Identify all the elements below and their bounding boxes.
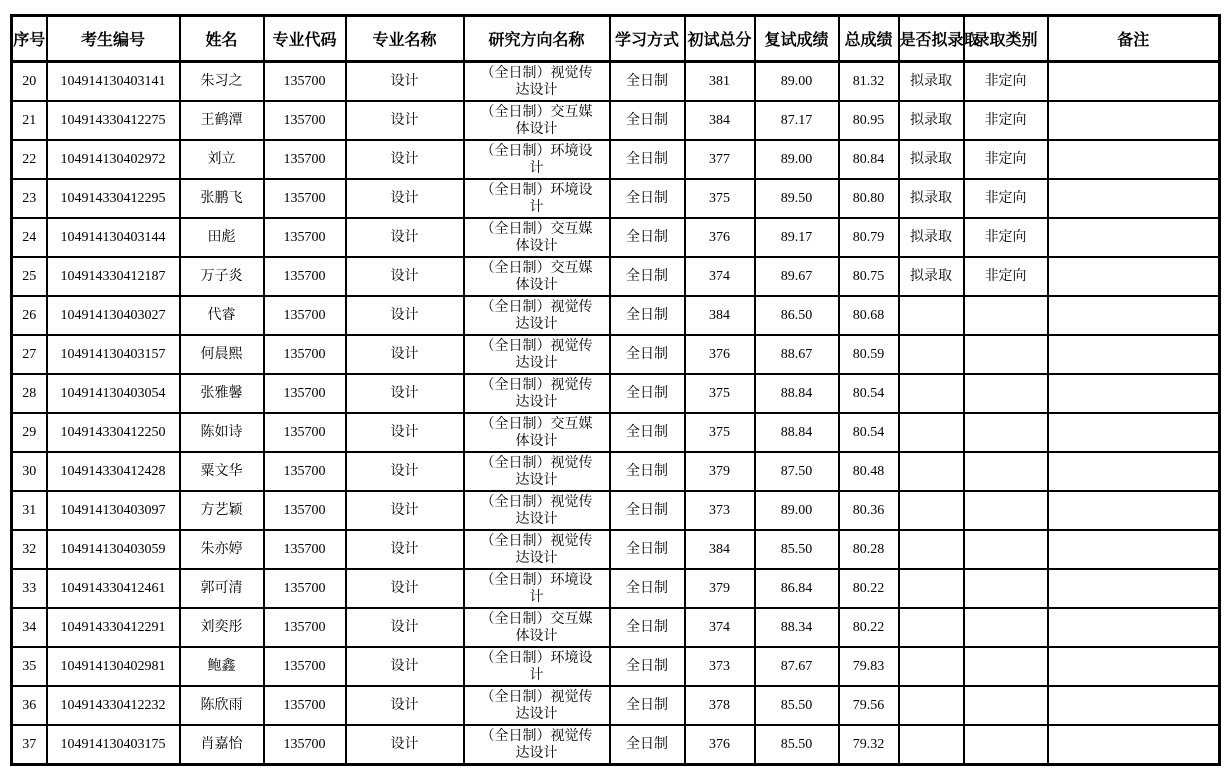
cell-admission_category	[964, 413, 1048, 452]
cell-name: 张鹏飞	[180, 179, 264, 218]
cell-total_score: 80.95	[839, 101, 899, 140]
cell-candidate_id: 104914130403175	[47, 725, 180, 765]
cell-index: 34	[12, 608, 47, 647]
cell-index: 28	[12, 374, 47, 413]
cell-total_score: 80.59	[839, 335, 899, 374]
cell-research_direction: （全日制）交互媒体设计	[464, 257, 610, 296]
cell-remarks	[1048, 374, 1220, 413]
cell-remarks	[1048, 452, 1220, 491]
cell-major_name: 设计	[346, 62, 464, 102]
cell-retest_score: 89.17	[755, 218, 839, 257]
table-row	[12, 140, 1220, 179]
cell-study_mode: 全日制	[610, 335, 685, 374]
cell-admission_category	[964, 296, 1048, 335]
cell-candidate_id: 104914130403144	[47, 218, 180, 257]
cell-admission_status	[899, 335, 964, 374]
cell-admission_category	[964, 452, 1048, 491]
cell-total_score: 79.56	[839, 686, 899, 725]
cell-initial_score: 375	[685, 413, 755, 452]
cell-total_score: 80.68	[839, 296, 899, 335]
cell-admission_category	[964, 686, 1048, 725]
cell-retest_score: 86.84	[755, 569, 839, 608]
cell-admission_status	[899, 296, 964, 335]
cell-name: 陈欣雨	[180, 686, 264, 725]
cell-admission_category	[964, 725, 1048, 765]
cell-retest_score: 88.84	[755, 413, 839, 452]
table-row	[12, 218, 1220, 257]
cell-research_direction: （全日制）交互媒体设计	[464, 218, 610, 257]
cell-name: 田彪	[180, 218, 264, 257]
cell-total_score: 79.32	[839, 725, 899, 765]
cell-major_name: 设计	[346, 608, 464, 647]
cell-admission_status: 拟录取	[899, 179, 964, 218]
cell-remarks	[1048, 725, 1220, 765]
cell-index: 24	[12, 218, 47, 257]
cell-research_direction: （全日制）视觉传达设计	[464, 452, 610, 491]
cell-index: 31	[12, 491, 47, 530]
cell-remarks	[1048, 608, 1220, 647]
cell-research_direction: （全日制）视觉传达设计	[464, 296, 610, 335]
cell-major_name: 设计	[346, 257, 464, 296]
cell-initial_score: 384	[685, 530, 755, 569]
cell-total_score: 80.80	[839, 179, 899, 218]
cell-remarks	[1048, 101, 1220, 140]
cell-total_score: 80.84	[839, 140, 899, 179]
cell-research_direction: （全日制）交互媒体设计	[464, 101, 610, 140]
cell-candidate_id: 104914330412295	[47, 179, 180, 218]
column-header-name: 姓名	[180, 16, 264, 62]
table-row	[12, 452, 1220, 491]
cell-major_name: 设计	[346, 686, 464, 725]
cell-admission_category	[964, 569, 1048, 608]
cell-major_name: 设计	[346, 101, 464, 140]
cell-major_code: 135700	[264, 647, 346, 686]
cell-name: 陈如诗	[180, 413, 264, 452]
cell-admission_category: 非定向	[964, 218, 1048, 257]
table-row	[12, 101, 1220, 140]
cell-remarks	[1048, 140, 1220, 179]
cell-index: 35	[12, 647, 47, 686]
cell-major_code: 135700	[264, 608, 346, 647]
cell-major_code: 135700	[264, 296, 346, 335]
cell-index: 21	[12, 101, 47, 140]
cell-major_code: 135700	[264, 452, 346, 491]
cell-major_name: 设计	[346, 218, 464, 257]
cell-major_code: 135700	[264, 569, 346, 608]
cell-name: 郭可清	[180, 569, 264, 608]
cell-index: 37	[12, 725, 47, 765]
cell-candidate_id: 104914330412291	[47, 608, 180, 647]
cell-remarks	[1048, 491, 1220, 530]
cell-name: 方艺颖	[180, 491, 264, 530]
cell-candidate_id: 104914330412187	[47, 257, 180, 296]
table-row	[12, 491, 1220, 530]
table-row	[12, 296, 1220, 335]
cell-study_mode: 全日制	[610, 491, 685, 530]
cell-research_direction: （全日制）交互媒体设计	[464, 413, 610, 452]
cell-initial_score: 375	[685, 179, 755, 218]
cell-admission_status	[899, 452, 964, 491]
cell-study_mode: 全日制	[610, 608, 685, 647]
cell-name: 代睿	[180, 296, 264, 335]
cell-study_mode: 全日制	[610, 413, 685, 452]
cell-study_mode: 全日制	[610, 725, 685, 765]
cell-remarks	[1048, 296, 1220, 335]
cell-research_direction: （全日制）环境设计	[464, 647, 610, 686]
cell-admission_status: 拟录取	[899, 101, 964, 140]
cell-admission_status: 拟录取	[899, 257, 964, 296]
cell-initial_score: 376	[685, 725, 755, 765]
cell-remarks	[1048, 647, 1220, 686]
cell-major_code: 135700	[264, 335, 346, 374]
cell-study_mode: 全日制	[610, 569, 685, 608]
cell-study_mode: 全日制	[610, 179, 685, 218]
cell-candidate_id: 104914130403141	[47, 62, 180, 102]
cell-candidate_id: 104914130403027	[47, 296, 180, 335]
cell-initial_score: 376	[685, 335, 755, 374]
cell-name: 肖嘉怡	[180, 725, 264, 765]
cell-remarks	[1048, 686, 1220, 725]
cell-study_mode: 全日制	[610, 140, 685, 179]
cell-candidate_id: 104914130402972	[47, 140, 180, 179]
cell-total_score: 80.48	[839, 452, 899, 491]
cell-major_name: 设计	[346, 413, 464, 452]
cell-retest_score: 88.84	[755, 374, 839, 413]
cell-study_mode: 全日制	[610, 374, 685, 413]
cell-admission_category	[964, 608, 1048, 647]
cell-major_code: 135700	[264, 140, 346, 179]
cell-major_code: 135700	[264, 530, 346, 569]
cell-study_mode: 全日制	[610, 218, 685, 257]
cell-study_mode: 全日制	[610, 257, 685, 296]
cell-admission_category	[964, 335, 1048, 374]
cell-admission_category: 非定向	[964, 101, 1048, 140]
cell-admission_status: 拟录取	[899, 140, 964, 179]
cell-candidate_id: 104914330412275	[47, 101, 180, 140]
column-header-admission-category: 录取类别	[964, 16, 1048, 62]
cell-admission_status	[899, 530, 964, 569]
column-header-remarks: 备注	[1048, 16, 1220, 62]
cell-index: 25	[12, 257, 47, 296]
cell-major_code: 135700	[264, 101, 346, 140]
cell-total_score: 80.75	[839, 257, 899, 296]
cell-name: 万子炎	[180, 257, 264, 296]
table-row	[12, 569, 1220, 608]
cell-retest_score: 89.00	[755, 62, 839, 102]
cell-index: 20	[12, 62, 47, 102]
cell-retest_score: 89.50	[755, 179, 839, 218]
table-row	[12, 179, 1220, 218]
cell-research_direction: （全日制）环境设计	[464, 179, 610, 218]
cell-name: 何晨熙	[180, 335, 264, 374]
cell-initial_score: 379	[685, 452, 755, 491]
table-row	[12, 530, 1220, 569]
cell-candidate_id: 104914330412428	[47, 452, 180, 491]
cell-remarks	[1048, 179, 1220, 218]
cell-name: 张雅馨	[180, 374, 264, 413]
table-row	[12, 62, 1220, 102]
admission-list-sheet	[10, 14, 1221, 766]
cell-study_mode: 全日制	[610, 647, 685, 686]
cell-retest_score: 88.34	[755, 608, 839, 647]
cell-retest_score: 89.00	[755, 491, 839, 530]
cell-major_code: 135700	[264, 62, 346, 102]
cell-initial_score: 377	[685, 140, 755, 179]
column-header-retest-score: 复试成绩	[755, 16, 839, 62]
cell-remarks	[1048, 257, 1220, 296]
cell-initial_score: 373	[685, 491, 755, 530]
column-header-major-code: 专业代码	[264, 16, 346, 62]
column-header-index: 序号	[12, 16, 47, 62]
cell-major_code: 135700	[264, 218, 346, 257]
cell-total_score: 80.79	[839, 218, 899, 257]
cell-name: 刘奕彤	[180, 608, 264, 647]
cell-remarks	[1048, 530, 1220, 569]
cell-research_direction: （全日制）视觉传达设计	[464, 62, 610, 102]
cell-candidate_id: 104914130403097	[47, 491, 180, 530]
cell-remarks	[1048, 413, 1220, 452]
cell-research_direction: （全日制）视觉传达设计	[464, 725, 610, 765]
cell-initial_score: 374	[685, 257, 755, 296]
cell-initial_score: 379	[685, 569, 755, 608]
table-row	[12, 335, 1220, 374]
column-header-major-name: 专业名称	[346, 16, 464, 62]
cell-admission_category	[964, 374, 1048, 413]
cell-initial_score: 378	[685, 686, 755, 725]
cell-major_code: 135700	[264, 413, 346, 452]
cell-admission_status	[899, 374, 964, 413]
table-row	[12, 257, 1220, 296]
cell-study_mode: 全日制	[610, 686, 685, 725]
cell-initial_score: 384	[685, 296, 755, 335]
cell-research_direction: （全日制）视觉传达设计	[464, 491, 610, 530]
cell-research_direction: （全日制）视觉传达设计	[464, 335, 610, 374]
cell-study_mode: 全日制	[610, 452, 685, 491]
cell-remarks	[1048, 335, 1220, 374]
cell-admission_status	[899, 686, 964, 725]
cell-major_code: 135700	[264, 257, 346, 296]
cell-retest_score: 88.67	[755, 335, 839, 374]
cell-major_code: 135700	[264, 491, 346, 530]
column-header-initial-score: 初试总分	[685, 16, 755, 62]
cell-major_code: 135700	[264, 374, 346, 413]
cell-index: 22	[12, 140, 47, 179]
table-row	[12, 686, 1220, 725]
cell-major_name: 设计	[346, 647, 464, 686]
cell-major_name: 设计	[346, 491, 464, 530]
cell-study_mode: 全日制	[610, 530, 685, 569]
cell-admission_status: 拟录取	[899, 218, 964, 257]
cell-admission_category	[964, 491, 1048, 530]
cell-remarks	[1048, 569, 1220, 608]
cell-retest_score: 87.50	[755, 452, 839, 491]
cell-remarks	[1048, 218, 1220, 257]
cell-total_score: 80.28	[839, 530, 899, 569]
cell-admission_category	[964, 530, 1048, 569]
cell-research_direction: （全日制）视觉传达设计	[464, 686, 610, 725]
cell-major_name: 设计	[346, 335, 464, 374]
cell-index: 29	[12, 413, 47, 452]
cell-admission_status: 拟录取	[899, 62, 964, 102]
cell-index: 32	[12, 530, 47, 569]
cell-study_mode: 全日制	[610, 296, 685, 335]
table-header	[12, 16, 1220, 62]
cell-study_mode: 全日制	[610, 62, 685, 102]
admission-table	[10, 14, 1221, 766]
cell-initial_score: 381	[685, 62, 755, 102]
cell-name: 粟文华	[180, 452, 264, 491]
cell-admission_status	[899, 647, 964, 686]
cell-index: 27	[12, 335, 47, 374]
cell-major_name: 设计	[346, 296, 464, 335]
cell-index: 36	[12, 686, 47, 725]
cell-retest_score: 85.50	[755, 530, 839, 569]
cell-study_mode: 全日制	[610, 101, 685, 140]
cell-admission_status	[899, 491, 964, 530]
cell-candidate_id: 104914130403054	[47, 374, 180, 413]
table-row	[12, 608, 1220, 647]
cell-total_score: 80.22	[839, 569, 899, 608]
cell-major_code: 135700	[264, 179, 346, 218]
cell-total_score: 80.54	[839, 374, 899, 413]
cell-research_direction: （全日制）环境设计	[464, 569, 610, 608]
cell-index: 23	[12, 179, 47, 218]
cell-remarks	[1048, 62, 1220, 102]
cell-name: 鲍鑫	[180, 647, 264, 686]
cell-total_score: 80.36	[839, 491, 899, 530]
cell-candidate_id: 104914130403059	[47, 530, 180, 569]
cell-major_name: 设计	[346, 530, 464, 569]
cell-initial_score: 376	[685, 218, 755, 257]
cell-major_code: 135700	[264, 686, 346, 725]
cell-initial_score: 375	[685, 374, 755, 413]
cell-retest_score: 87.17	[755, 101, 839, 140]
cell-initial_score: 384	[685, 101, 755, 140]
cell-total_score: 80.22	[839, 608, 899, 647]
cell-initial_score: 373	[685, 647, 755, 686]
cell-admission_status	[899, 569, 964, 608]
cell-name: 王鹤潭	[180, 101, 264, 140]
cell-index: 33	[12, 569, 47, 608]
cell-index: 26	[12, 296, 47, 335]
table-row	[12, 725, 1220, 765]
header-row	[12, 16, 1220, 62]
cell-admission_status	[899, 608, 964, 647]
cell-admission_category: 非定向	[964, 179, 1048, 218]
column-header-research-direction: 研究方向名称	[464, 16, 610, 62]
cell-major_name: 设计	[346, 140, 464, 179]
cell-research_direction: （全日制）交互媒体设计	[464, 608, 610, 647]
cell-total_score: 79.83	[839, 647, 899, 686]
cell-research_direction: （全日制）视觉传达设计	[464, 530, 610, 569]
cell-initial_score: 374	[685, 608, 755, 647]
cell-major_name: 设计	[346, 452, 464, 491]
table-row	[12, 413, 1220, 452]
cell-admission_category	[964, 647, 1048, 686]
cell-major_name: 设计	[346, 569, 464, 608]
cell-research_direction: （全日制）环境设计	[464, 140, 610, 179]
cell-retest_score: 89.00	[755, 140, 839, 179]
cell-admission_status	[899, 725, 964, 765]
cell-retest_score: 85.50	[755, 725, 839, 765]
table-row	[12, 647, 1220, 686]
cell-retest_score: 89.67	[755, 257, 839, 296]
cell-candidate_id: 104914330412250	[47, 413, 180, 452]
column-header-total-score: 总成绩	[839, 16, 899, 62]
cell-candidate_id: 104914130402981	[47, 647, 180, 686]
cell-total_score: 80.54	[839, 413, 899, 452]
cell-major_name: 设计	[346, 374, 464, 413]
table-body	[12, 62, 1220, 765]
column-header-admission-status: 是否拟录取	[899, 16, 964, 62]
cell-candidate_id: 104914130403157	[47, 335, 180, 374]
cell-major_name: 设计	[346, 179, 464, 218]
cell-name: 刘立	[180, 140, 264, 179]
cell-candidate_id: 104914330412232	[47, 686, 180, 725]
cell-index: 30	[12, 452, 47, 491]
cell-total_score: 81.32	[839, 62, 899, 102]
column-header-candidate-id: 考生编号	[47, 16, 180, 62]
cell-retest_score: 87.67	[755, 647, 839, 686]
cell-candidate_id: 104914330412461	[47, 569, 180, 608]
cell-admission_status	[899, 413, 964, 452]
cell-research_direction: （全日制）视觉传达设计	[464, 374, 610, 413]
cell-admission_category: 非定向	[964, 257, 1048, 296]
table-row	[12, 374, 1220, 413]
cell-admission_category: 非定向	[964, 140, 1048, 179]
cell-major_name: 设计	[346, 725, 464, 765]
cell-name: 朱习之	[180, 62, 264, 102]
cell-retest_score: 86.50	[755, 296, 839, 335]
column-header-study-mode: 学习方式	[610, 16, 685, 62]
cell-name: 朱亦婷	[180, 530, 264, 569]
cell-admission_category: 非定向	[964, 62, 1048, 102]
cell-major_code: 135700	[264, 725, 346, 765]
cell-retest_score: 85.50	[755, 686, 839, 725]
